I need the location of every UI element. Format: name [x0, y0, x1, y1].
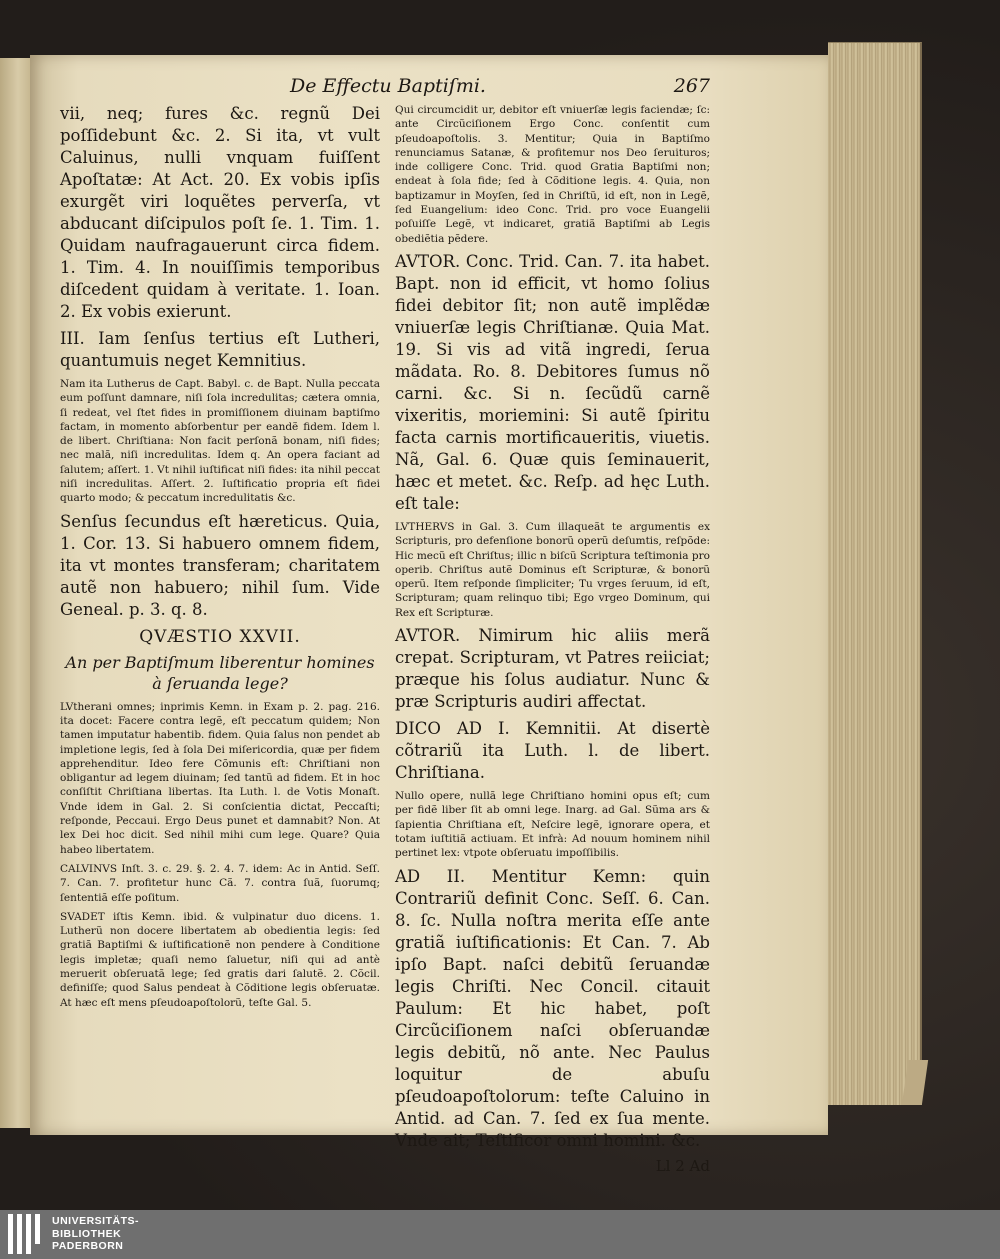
- right-column-big-6: AD II. Mentitur Kemn: quin Contrariũ definit Conc. Seſſ. 6. Can. 8. ſc. Nulla noſtra merita eſſe ante gratiã iuſtificationis: Et Can. 7. Ab ipſo Bapt. naſci debitũ ſeruandæ legis Chriſti. Nec Concil. citauit Paulum: Et hic habet, poſt Circũciſionem naſci obſeruandæ legis debitũ, nõ ante. Nec Paulus loquitur de abuſu pſeudoapoſtolorum: teſte Caluino in Antid. ad Can. 7. ſed ex ſua mente. Vnde ait; Teſtificor omni homini. &c.: [395, 866, 710, 1150]
- right-column: [395, 103, 710, 1175]
- right-column-big-4: DICO AD I. Kemnitii. At disertè cõtrariũ ita Luth. l. de libert. Chriſtiana.: [395, 719, 710, 783]
- left-column-big-3: Senſus ſecundus eſt hæreticus. Quia, 1. Cor. 13. Si habuero omnem fidem, ita vt montes transferam; charitatem autẽ non habuero; nihil ſum. Vide Geneal. p. 3. q. 8.: [60, 511, 380, 619]
- footer-bar: [0, 1210, 1000, 1259]
- page-header: [290, 75, 710, 103]
- library-logo-icon: [8, 1214, 42, 1254]
- catchword: Ll 2 Ad: [655, 1156, 710, 1175]
- logo-line-3: PADERBORN: [52, 1240, 124, 1252]
- left-column-small-7: CALVINVS Inſt. 3. c. 29. §. 2. 4. 7. idem: Ac in Antid. Seſſ. 7. Can. 7. profitetur hunc Cã. 7. contra ſuã, ſuorumq; ſententiã eſſe poſitum.: [60, 862, 380, 904]
- left-page-edge: [0, 58, 31, 1128]
- left-column: [60, 103, 380, 1015]
- right-column-small-5: Nullo opere, nullã lege Chriſtiano homini opus eſt; cum per fidẽ liber ſit ab omni lege. Inarg. ad Gal. Sũma ars & ſapientia Chriſtiana eſt, Neſcire legẽ, ignorare opera, et totam iuſtitiã actiuam. Et infrà: Ad nouum hominem nihil pertinet lex: vtpote obſeruatu impoſſibilis.: [395, 790, 710, 860]
- right-column-big-3: AVTOR. Nimirum hic aliis merã crepat. Scripturam, vt Patres reiiciat; præque his ſolus audiatur. Nunc & præ Scripturis audiri affectat.: [395, 626, 710, 712]
- left-column-small-6: LVtherani omnes; inprimis Kemn. in Exam p. 2. pag. 216. ita docet: Facere contra legẽ, eſt peccatum quidem; Non tamen imputatur habentib. fidem. Quia ſalus non pendet ab impletione legis, ſed à ſola Dei miſericordia, quæ per fidem apprehenditur. Ideo fere Cõmunis eſt: Chriſtiani non obligantur ad legem diuinam; ſed tantũ ad fidem. Et in hoc conſiſtit Chriſtiana libertas. Ita Luth. l. de Votis Monaſt. Vnde idem in Gal. 2. Si conſcientia dictat, Peccaſti; reſponde, Peccaui. Ergo Deus punet et damnabit? Non. At lex Dei hoc dicit. Sed nihil mihi cum lege. Quare? Quia habeo libertatem.: [60, 700, 380, 856]
- page-number: 267: [673, 75, 710, 97]
- left-column-big-1: III. Iam ſenſus tertius eſt Lutheri, quantumuis neget Kemnitius.: [60, 329, 380, 370]
- library-logo-text: [52, 1215, 139, 1253]
- left-column-big-0: vii, neq; fures &c. regnũ Dei poſſidebunt &c. 2. Si ita, vt vult Caluinus, nulli vnquam fuiſſent Apoſtatæ: At Act. 20. Ex vobis ipſis exurgẽt viri loquẽtes perverſa, vt abducant diſcipulos poſt ſe. 1. Tim. 1. Quidam naufragauerunt circa fidem. 1. Tim. 4. In nouiſſimis temporibus diſcedent quidam à veritate. 1. Ioan. 2. Ex vobis exierunt.: [60, 104, 380, 321]
- left-column-subheading-5: An per Baptiſmum liberentur homines à ſeruanda lege?: [65, 652, 375, 693]
- running-head: De Effectu Baptiſmi.: [290, 75, 486, 97]
- left-column-heading-4: QVÆSTIO XXVII.: [139, 626, 301, 647]
- logo-line-2: BIBLIOTHEK: [52, 1227, 122, 1240]
- left-column-small-2: Nam ita Lutherus de Capt. Babyl. c. de Bapt. Nulla peccata eum poſſunt damnare, niſi ſola incredulitas; cætera omnia, ſi redeat, vel ſtet fides in promiſſionem diuinam baptiſmo factam, in momento abſorbentur per eandẽ fidem. Idem l. de libert. Chriſtiana: Non facit perſonã bonam, niſi fides; nec malã, niſi incredulitas. Idem q. An opera faciant ad ſalutem; aſſert. 1. Vt nihil iuſtificat niſi fides: ita nihil peccat niſi incredulitas. Aſſert. 2. Iuſtificatio propria eſt fidei quarto modo; & peccatum incredulitatis &c.: [60, 378, 380, 505]
- book-page-edges: [828, 42, 922, 1105]
- left-column-small-8: SVADET iſtis Kemn. ibid. & vulpinatur duo dicens. 1. Lutherũ non docere libertatem ab obedientia legis: ſed gratiã Baptiſmi & iuſtificationẽ non pendere à Conditione legis impletæ; quaſi nemo ſaluetur, niſi qui ad antè meruerit obſeruatã lege; ſed gratis dari ſalutẽ. 2. Cõcil. definiſſe; quod Salus pendeat à Cõditione legis obſeruatæ. At hæc eſt mens pſeudoapoſtolorũ, teſte Gal. 5.: [60, 910, 380, 1009]
- right-column-small-0: Qui circumcidit ur, debitor eſt vniuerſæ legis faciendæ; ſc: ante Circũciſionem Ergo Conc. conſentit cum pſeudoapoſtolis. 3. Mentitur; Quia in Baptiſmo renunciamus Satanæ, & profitemur nos Deo ſeruituros; inde colligere Conc. Trid. quod Gratia Baptiſmi non; endeat à ſola fide; ſed à Cõditione legis. 4. Quia, non baptizamur in Moyſen, ſed in Chriſtũ, id eſt, non in Legẽ, ſed Euangelium: ideo Conc. Trid. pro voce Euangelii poſuiſſe Legẽ, vt indicaret, gratiã Baptiſmi ab Legis obediẽtia pẽdere.: [395, 104, 710, 245]
- logo-line-1: UNIVERSITÄTS-: [52, 1215, 140, 1227]
- right-column-small-2: LVTHERVS in Gal. 3. Cum illaqueãt te argumentis ex Scripturis, pro defenſione bonorũ operũ deſumtis, reſpõde: Hic mecũ eſt Chriſtus; illic n biſcũ Scriptura teſtimonia pro operib. Chriſtus autẽ Dominus eſt Scripturæ, & bonorũ operũ. Item reſponde ſimpliciter; Tu vrges ſeruum, id eſt, Scripturam; quam relinquo tibi; Ego vrgeo Dominum, qui Rex eſt Scripturæ.: [395, 520, 710, 619]
- right-column-big-1: AVTOR. Conc. Trid. Can. 7. ita habet. Bapt. non id efficit, vt homo ſolius fidei debitor ſit; non autẽ implẽdæ vniuerſæ legis Chriſtianæ. Quia Mat. 19. Si vis ad vitã ingredi, ſerua mãdata. Ro. 8. Debitores ſumus nõ carni. &c. Si n. ſecũdũ carnẽ vixeritis, moriemini: Si autẽ ſpiritu facta carnis mortificaueritis, viuetis. Nã, Gal. 6. Quæ quis ſeminauerit, hæc et metet. &c. Reſp. ad hęc Luth. eſt tale:: [395, 251, 710, 513]
